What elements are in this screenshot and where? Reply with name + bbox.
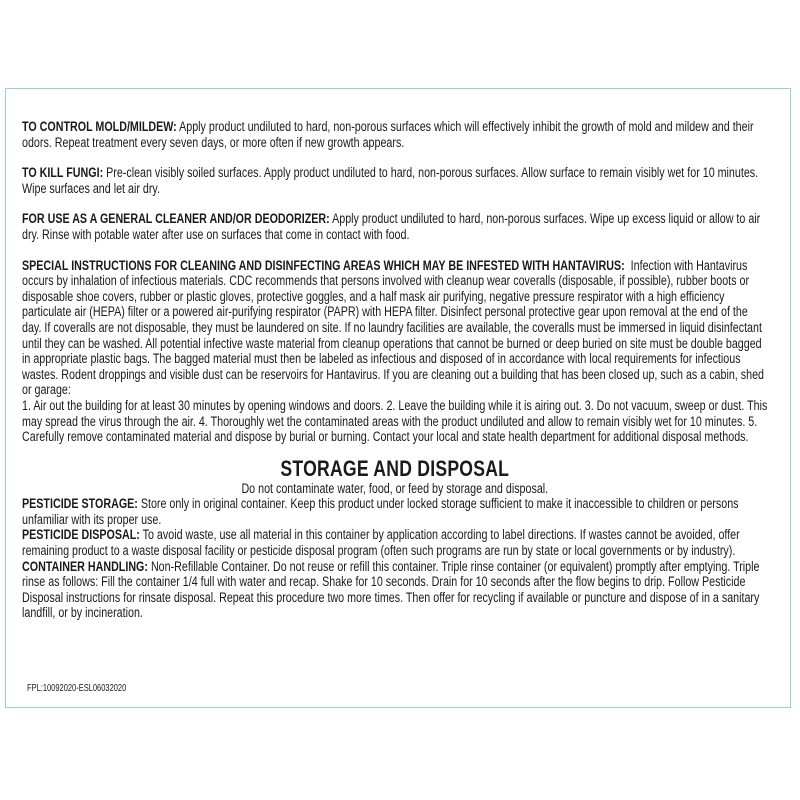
footer-code: FPL:10092020-ESL06032020: [27, 683, 127, 694]
storage-subtitle: Do not contaminate water, food, or feed by storage and disposal.: [241, 480, 549, 496]
mold-mildew-section: [22, 119, 768, 150]
storage-disposal-heading: STORAGE AND DISPOSAL: [280, 455, 510, 481]
section-label: FOR USE AS A GENERAL CLEANER AND/OR DEODORIZER:: [22, 211, 330, 227]
section-label: SPECIAL INSTRUCTIONS FOR CLEANING AND DISINFECTING AREAS WHICH MAY BE INFESTED WITH HANTAVIRUS:: [22, 257, 625, 273]
section-label: PESTICIDE DISPOSAL:: [22, 527, 140, 543]
section-text: Apply product undiluted to hard, non-porous surfaces which will effectively inhibit the growth of mold and mildew and their odors. Repeat treatment every seven days, or more often if new growth appears.: [22, 119, 754, 150]
pesticide-disposal-section: [22, 527, 768, 558]
section-label: TO CONTROL MOLD/MILDEW:: [22, 119, 177, 134]
container-handling-section: [22, 559, 768, 621]
label-content: [22, 119, 768, 621]
pesticide-storage-section: [22, 496, 768, 527]
section-text: Infection with Hantavirus occurs by inhalation of infectious materials. CDC recommends that persons involved with cleanup wear coveralls (disposable, if possible), rubber boots or disposable shoe covers, rubber or plastic gloves, protective goggles, and a half mask air purifying, negative pressure respirator with a high efficiency particulate air (HEPA) filter or a powered air-purifying respirator (PAPR) with HEPA filter. Disinfect personal protective gear upon removal at the end of the day. If coveralls are not disposable, they must be laundered on site. If no laundry facilities are available, the coveralls must be immersed in liquid disinfectant until they can be washed. All potential infective waste material from cleanup operations that cannot be burned or deep buried on site must be double bagged in appropriate plastic bags. The bagged material must then be labeled as infectious and disposed of in accordance with local requirements for infectious wastes. Rodent droppings and visible dust can be reservoirs for Hantavirus. If you are cleaning out a building that has been closed up, such as a cabin, shed or garage:: [22, 257, 767, 398]
section-text: Non-Refillable Container. Do not reuse or refill this container. Triple rinse container (or equivalent) promptly after emptying. Triple rinse as follows: Fill the container 1/4 full with water and recap. Shake for 10 seconds. Drain for 10 seconds after the flow begins to drip. Follow Pesticide Disposal instructions for rinsate disposal. Repeat this procedure two more times. Then offer for recycling if available or puncture and dispose of in a sanitary landfill, or by incineration.: [22, 558, 760, 621]
general-cleaner-section: [22, 211, 768, 242]
section-text: To avoid waste, use all material in this container by application according to label directions. If wastes cannot be avoided, offer remaining product to a waste disposal facility or pesticide disposal program (often such programs are run by state or local governments or by industry).: [22, 527, 740, 559]
section-label: CONTAINER HANDLING:: [22, 558, 148, 574]
section-label: TO KILL FUNGI:: [22, 165, 104, 181]
hantavirus-steps: 1. Air out the building for at least 30 minutes by opening windows and doors. 2. Leave the building while it is airing out. 3. Do not vacuum, sweep or dust. This may spread the virus through the air. 4. Thoroughly wet the contaminated areas with the product undiluted and allow to remain visibly wet for 10 minutes. 5. Carefully remove contaminated material and dispose by burial or burning. Contact your local and state health department for additional disposal methods.: [22, 397, 768, 445]
section-label: PESTICIDE STORAGE:: [22, 496, 138, 512]
section-text: Pre-clean visibly soiled surfaces. Apply product undiluted to hard, non-porous surfaces. Allow surface to remain visibly wet for 10 minutes. Wipe surfaces and let air dry.: [22, 165, 759, 196]
section-text: Store only in original container. Keep this product under locked storage sufficient to make it inaccessible to children or persons unfamiliar with its proper use.: [22, 496, 739, 527]
fungi-section: [22, 165, 768, 196]
section-text: Apply product undiluted to hard, non-porous surfaces. Wipe up excess liquid or allow to air dry. Rinse with potable water after use on surfaces that come in contact with food.: [22, 211, 761, 242]
hantavirus-section: [22, 258, 768, 398]
